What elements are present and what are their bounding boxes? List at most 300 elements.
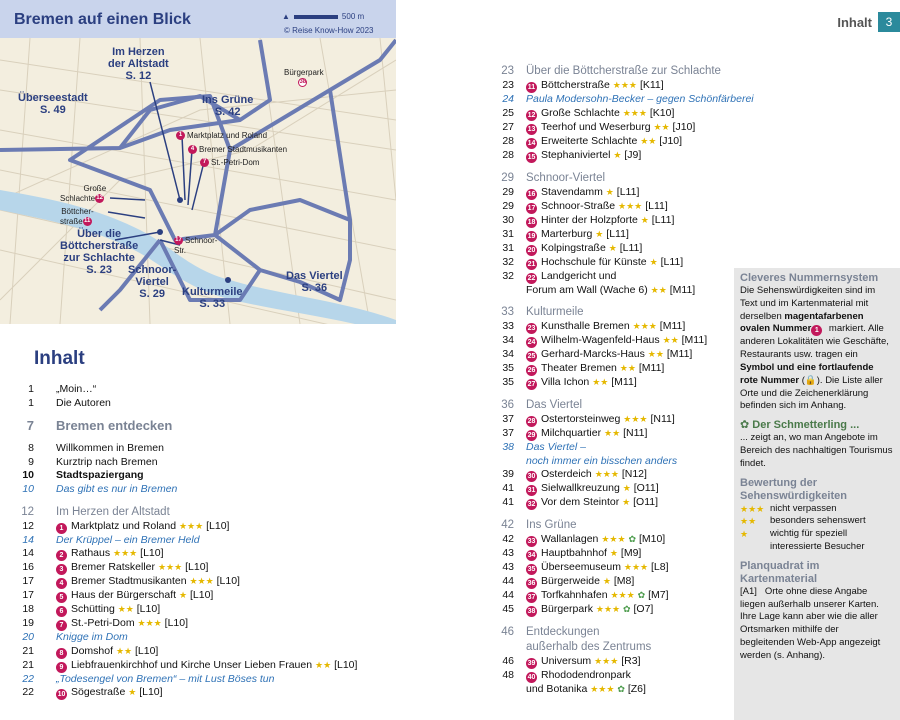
toc-entry[interactable] [496,441,732,455]
rating-legend [740,503,894,554]
toc-entry-text [56,589,213,603]
grid-reference: [L10] [135,644,159,657]
sidebar-text-butterfly: ... zeigt an, wo man Angebote im Bereich des nachhaltigen Tourismus findet. [740,432,893,469]
toc-entry[interactable] [496,270,732,284]
toc-entry-label: Marktplatz und Roland [71,519,177,532]
star-rating-icon: ★★★ [590,684,615,695]
toc-entry-label: Kunsthalle Bremen [541,320,630,333]
grid-reference: [O11] [633,496,659,509]
toc-entry-label: Liebfrauenkirchhof und Kirche Unser Lieben Frauen [71,658,313,671]
toc-entry[interactable] [496,482,732,496]
toc-entry-label: Haus der Bürgerschaft [71,589,177,602]
sight-number-badge: 6 [56,606,67,617]
map-sight-38: Bürgerpark 38 [284,68,324,86]
toc-entry-text [526,533,665,547]
toc-entry[interactable] [496,683,732,697]
toc-entry-label: Entdeckungen [526,626,600,639]
toc-entry-label: Hochschule für Künste [541,255,647,268]
toc-entry[interactable] [496,135,732,149]
toc-entry-text [526,561,669,575]
toc-page-number: 34 [502,334,514,347]
star-rating-icon: ★★ [740,516,757,527]
toc-column-right [496,64,754,697]
toc-page-number: 34 [502,348,514,361]
toc-entry[interactable] [0,397,400,411]
grid-reference: [N12] [621,468,647,481]
grid-reference: [M10] [638,533,666,546]
sight-number-badge: 29 [527,432,536,440]
toc-entry[interactable] [0,575,400,589]
toc-page-number: 17 [22,575,34,588]
toc-entry-label: Das gibt es nur in Bremen [56,482,178,495]
page-number: 3 [878,12,900,32]
toc-entry-text [56,418,172,434]
toc-page-number: 18 [22,603,34,616]
toc-entry[interactable] [0,469,400,483]
sidebar-text-grid: [A1] Orte ohne diese Angabe liegen außerhalb unserer Karten. Ihre Lage kann aber wie die aller Ortsmarken mithilfe der begleitenden Web-App angezeigt werden (s. Anhang). [740,585,881,661]
toc-page-number: 42 [501,519,514,532]
star-rating-icon: ★★ [592,377,609,388]
sight-number-badge: 11 [527,84,536,91]
toc-column-left [0,383,400,700]
toc-entry[interactable] [0,418,400,434]
toc-entry-text [56,659,357,673]
toc-entry[interactable] [496,376,732,390]
toc-page-number: 21 [22,658,34,671]
grid-reference: [J10] [659,134,683,147]
sight-number-badge: 19 [527,232,536,240]
toc-entry[interactable] [496,320,732,334]
toc-entry[interactable] [0,505,400,520]
toc-page-number: 10 [22,482,34,495]
sight-number-badge: 38 [527,608,536,616]
toc-entry-label: Ostertorsteinweg [541,413,621,426]
star-rating-icon: ★★★ [740,503,765,514]
grid-reference: [L8] [651,561,669,574]
star-rating-icon: ★ [602,576,611,587]
grid-reference: [N11] [650,413,675,426]
sight-number-badge: 40 [527,674,536,682]
scale-bar [294,15,338,19]
toc-entry[interactable] [496,121,732,135]
toc-entry-text [526,186,639,200]
toc-page-number: 29 [502,185,514,198]
toc-entry[interactable] [496,362,732,376]
toc-entry-label: Rhododendronpark [541,669,631,682]
toc-entry[interactable] [496,603,732,617]
toc-entry-text [56,603,160,617]
toc-entry-label: Im Herzen der Altstadt [56,505,170,518]
toc-entry-text [526,93,754,107]
sight-number-badge: 18 [527,218,536,226]
toc-page-number: 31 [502,227,514,240]
grid-reference: [M11] [681,334,708,347]
toc-entry-text [56,686,163,700]
page-header [837,12,900,32]
spacer [0,497,400,505]
toc-page-number: 21 [22,644,34,657]
star-rating-icon: ★★★ [612,80,638,90]
toc-page-number: 8 [28,442,34,455]
star-rating-icon: ★ [622,483,631,494]
sidebar-text-numbering: Die Sehenswürdigkeiten sind im Text und im Kartenmaterial mit derselben magentafarbenen ovalen Nummer 1 markiert. Alle anderen Lokalitäten wie Geschäfte, Restaurants usw. tragen ein Symbol und eine fortlaufende rote Nummer (🔒). Die Liste aller Orte und die Zeichenerklärung befinden sich im Anhang. [740,285,889,412]
toc-entry[interactable] [496,518,732,533]
toc-entry-text [56,397,111,411]
star-rating-icon: ★★ [604,428,621,439]
toc-entry-label: Schnoor-Viertel [526,171,606,184]
toc-entry-label: Das Viertel [526,399,583,412]
sight-number-badge: 28 [527,418,536,426]
toc-entry[interactable] [0,659,400,673]
sight-number-badge: 31 [527,487,536,495]
star-rating-icon: ★ [613,149,622,160]
toc-entry-label: Teerhof und Weserburg [541,120,651,133]
grid-reference: [L10] [206,519,230,532]
toc-entry-label: Die Autoren [56,396,111,409]
toc-page-number: 27 [502,120,514,133]
toc-entry[interactable] [0,631,400,645]
toc-entry[interactable] [496,575,732,589]
sight-number-badge: 32 [527,501,536,509]
toc-page-number: 24 [502,93,514,105]
toc-entry-label: Sögestraße [71,686,126,699]
sidebar-heading-butterfly: ✿ Der Schmetterling ... [740,419,860,432]
toc-page-number: 29 [502,199,514,212]
toc-page-number: 41 [502,496,514,509]
toc-entry[interactable] [496,547,732,561]
toc-page-number: 12 [21,505,34,518]
star-rating-icon: ★★★ [601,534,626,545]
spacer [496,163,732,171]
rating-legend-item [740,503,894,516]
toc-page-number: 42 [502,533,514,546]
toc-page-number: 9 [28,455,34,468]
toc-page-number: 46 [501,626,514,639]
sight-number-badge: 12 [527,111,536,119]
sight-number-badge: 15 [527,153,536,161]
toc-entry[interactable] [496,669,732,683]
spacer [0,410,400,418]
toc-entry[interactable] [496,455,732,469]
toc-entry[interactable] [0,589,400,603]
toc-entry-label: Wallanlagen [541,533,599,546]
star-rating-icon: ★★★ [595,604,621,615]
toc-page-number: 43 [502,561,514,574]
toc-page-number: 23 [502,79,514,91]
toc-entry[interactable] [0,520,400,534]
map-label-kulturmeile: Kulturmeile S. 33 [182,286,243,310]
toc-entry-label: und Botanika [526,683,588,696]
star-rating-icon: ★★ [619,363,636,374]
toc-page-number: 14 [22,533,34,546]
toc-entry[interactable] [496,228,732,242]
grid-reference: [M9] [620,547,642,560]
toc-page-number: 14 [22,547,34,560]
toc-entry[interactable] [496,79,732,93]
map-label-schnoor: Schnoor- Viertel S. 29 [128,264,177,300]
rating-legend-item [740,528,894,554]
toc-entry-label: Torfkahnhafen [541,589,608,602]
toc-entry-label: Kulturmeile [526,306,584,319]
map-copyright: © Reise Know-How 2023 [284,26,374,35]
star-rating-icon: ★★★ [178,520,204,531]
toc-entry-text [526,669,631,683]
sight-number-badge: 17 [527,204,536,212]
toc-entry[interactable] [496,64,732,79]
grid-reference: [L10] [139,686,163,699]
toc-page-number: 32 [502,255,514,268]
toc-entry-label: Erweiterte Schlachte [541,134,638,147]
toc-entry[interactable] [496,171,732,186]
toc-entry-label: Osterdeich [541,468,592,481]
toc-entry[interactable] [496,640,732,655]
grid-reference: [J10] [672,120,696,133]
spacer [496,297,732,305]
star-rating-icon: ★★★ [618,200,643,211]
toc-entry[interactable] [496,496,732,510]
toc-entry-label: Stavendamm [541,185,603,198]
sight-number-badge: 9 [56,662,67,673]
toc-entry[interactable] [496,427,732,441]
toc-entry-label: Gerhard-Marcks-Haus [541,348,645,361]
toc-page-number: 38 [502,441,514,454]
toc-entry-text [526,427,647,441]
toc-entry[interactable] [0,561,400,575]
sight-number-badge: 20 [527,246,536,254]
star-rating-icon: ★ [740,529,749,540]
toc-entry-text [526,603,653,617]
star-rating-icon: ★★★ [632,321,657,332]
toc-page-number: 22 [22,686,34,699]
grid-reference: [M7] [648,589,669,602]
toc-entry-text [56,547,164,561]
toc-entry-label: Rathaus [71,547,111,560]
toc-page-number: 31 [502,241,514,254]
toc-page-number: 32 [502,269,514,282]
toc-entry-text [526,496,658,510]
toc-entry-text [526,441,586,455]
toc-page-number: 17 [22,589,34,602]
toc-page-number: 39 [502,468,514,481]
sight-number-badge: 1 [56,523,67,534]
star-rating-icon: ★★ [117,604,134,615]
grid-reference: [M11] [666,348,693,361]
toc-entry[interactable] [496,413,732,427]
toc-entry-label: Stadtspaziergang [56,469,144,482]
map-label-gruene: Ins Grüne S. 42 [202,94,254,118]
toc-entry-text [526,149,641,163]
toc-entry[interactable] [0,383,400,397]
toc-page-number [496,284,526,298]
sight-number-badge: 39 [527,660,536,668]
toc-entry-label: Marterburg [541,227,593,240]
north-arrow-icon: ▲ [282,12,290,21]
toc-entry[interactable] [496,348,732,362]
map-scale: ▲ 500 m [282,12,365,21]
toc-entry[interactable] [496,107,732,121]
grid-reference: [M8] [613,575,635,588]
toc-entry-text [526,107,674,121]
toc-entry-label: Forum am Wall (Wache 6) [526,283,648,296]
toc-entry[interactable] [0,534,400,548]
star-rating-icon: ★★ [315,659,332,670]
spacer [0,434,400,442]
toc-page-number: 22 [22,672,34,685]
sight-number-badge: 3 [56,564,67,575]
toc-entry-label: Villa Ichon [541,376,590,389]
toc-entry[interactable] [0,645,400,659]
toc-entry-label: Sielwallkreuzung [541,482,620,495]
toc-entry-text [526,79,664,93]
sight-number-badge: 16 [527,190,536,198]
toc-entry-text [526,376,637,390]
toc-entry[interactable] [496,625,732,640]
toc-entry[interactable] [496,561,732,575]
toc-title: Inhalt [34,348,85,369]
toc-entry[interactable] [496,214,732,228]
star-rating-icon: ★ [609,548,618,559]
toc-page-number: 10 [22,469,34,482]
toc-entry[interactable] [496,468,732,482]
grid-reference: [L10] [216,575,240,588]
sidebar-heading-grid: Planquadrat im Kartenmaterial [740,559,820,585]
sight-number-badge: 30 [527,473,536,481]
toc-entry[interactable] [496,93,754,107]
toc-page-number: 25 [502,106,514,119]
toc-entry-text [526,362,664,376]
toc-entry-label: Stephaniviertel [541,148,611,161]
toc-entry-text [526,334,707,348]
sight-number-badge: 25 [527,353,536,361]
grid-reference: [L10] [164,617,189,630]
sight-number-badge: 8 [56,648,67,659]
sight-number-badge: 22 [527,274,536,282]
map-label-altstadt: Im Herzen der Altstadt S. 12 [108,46,169,82]
toc-entry-label: Der Krüppel – ein Bremer Held [56,533,200,546]
toc-entry[interactable] [0,603,400,617]
toc-entry[interactable] [0,617,400,631]
toc-entry-label: Überseemuseum [541,561,621,574]
grid-reference: [L10] [189,589,214,602]
toc-entry[interactable] [0,547,400,561]
toc-entry-text [56,442,164,456]
toc-page-number: 30 [502,213,514,226]
sight-number-badge: 27 [527,381,536,389]
toc-entry-text [526,171,605,186]
toc-entry[interactable] [496,200,732,214]
toc-entry-label: Willkommen in Bremen [56,442,164,455]
grid-reference: [M11] [669,283,696,296]
grid-reference: [L11] [619,241,643,254]
toc-entry-label: Über die Böttcherstraße zur Schlachte [526,65,721,77]
toc-entry[interactable] [496,334,732,348]
toc-entry[interactable] [496,242,732,256]
toc-entry-text [56,617,188,631]
rating-legend-label: besonders sehenswert [770,515,866,527]
grid-reference: [K11] [639,79,664,91]
toc-entry[interactable] [0,442,400,456]
toc-page-number: 12 [22,519,34,532]
toc-entry-text [526,121,695,135]
toc-page-number: 1 [28,383,34,395]
toc-entry-label: Bremer Ratskeller [71,561,156,574]
toc-entry-label: Ins Grüne [526,519,577,532]
overview-map [0,0,396,324]
toc-entry-text [526,398,582,413]
map-sight-17: 17 Schnoor- Str. [174,236,218,255]
toc-entry-text [56,673,274,687]
toc-entry[interactable] [496,256,732,270]
grid-reference: [M11] [638,362,665,375]
toc-entry[interactable] [496,533,732,547]
toc-page-number: 43 [502,547,514,560]
sight-number-badge: 21 [527,260,536,268]
toc-entry-text [526,468,647,482]
sight-number-badge: 4 [56,578,67,589]
toc-page-number: 35 [502,376,514,389]
butterfly-icon: ✿ [628,534,637,545]
toc-entry[interactable] [496,398,732,413]
toc-entry-text [526,455,677,469]
toc-entry-label: Kurztrip nach Bremen [56,455,158,468]
sight-number-badge: 34 [527,552,536,560]
toc-entry[interactable] [0,456,400,470]
toc-entry-label: Hauptbahnhof [541,547,607,560]
star-rating-icon: ★ [608,242,617,253]
toc-entry[interactable] [496,149,732,163]
star-rating-icon: ★★ [640,135,657,146]
toc-page-number: 33 [501,306,514,319]
toc-entry-text [56,456,158,470]
map-label-boettcher: Über die Böttcherstraße zur Schlachte S. 23 [60,228,139,276]
toc-entry-text [56,575,240,589]
sight-number-badge: 5 [56,592,67,603]
toc-entry-text [526,200,668,214]
sight-number-badge: 35 [527,566,536,574]
toc-entry-text [526,348,692,362]
star-rating-icon: ★★ [647,349,664,360]
map-sight-12: Große Schlachte12 [60,184,107,203]
toc-entry[interactable] [0,483,400,497]
toc-entry-text [526,547,641,561]
star-rating-icon: ★★★ [594,469,619,480]
toc-entry[interactable] [496,284,732,298]
sight-number-badge: 24 [527,339,536,347]
toc-page-number: 29 [501,171,514,184]
toc-entry[interactable] [496,305,732,320]
toc-entry[interactable] [496,655,732,669]
toc-entry[interactable] [0,673,400,687]
toc-entry-label: Böttcherstraße [541,79,610,91]
star-rating-icon: ★★★ [623,414,648,425]
grid-reference: [L11] [660,255,684,268]
star-rating-icon: ★ [622,497,631,508]
toc-entry-text [526,305,584,320]
toc-entry[interactable] [496,186,732,200]
toc-entry[interactable] [496,589,732,603]
toc-entry[interactable] [0,686,400,700]
grid-reference: [L10] [140,547,164,560]
toc-page-number: 46 [502,655,514,668]
star-rating-icon: ★★★ [137,618,162,629]
star-rating-icon: ★★ [650,284,667,295]
grid-reference: [L10] [136,603,161,616]
toc-entry-text [56,383,96,397]
star-rating-icon: ★★ [662,335,679,346]
header-title: Inhalt [837,14,872,30]
star-rating-icon: ★★★ [622,107,647,118]
toc-entry-text [526,413,675,427]
